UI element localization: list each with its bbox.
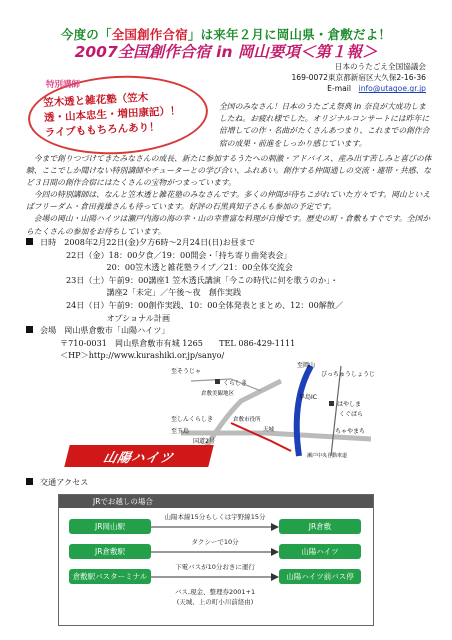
access-heading-text: 交通アクセス: [40, 477, 89, 487]
schedule-row: 講座2「未定」／午後～夜 創作実践: [66, 287, 242, 298]
station-bus-terminal: 倉敷駅バスターミナル: [69, 569, 151, 584]
map-label: 至岡山: [297, 362, 316, 369]
schedule-rows: [26, 249, 343, 325]
bus-note-route: (天城、上の町小川前経由): [176, 598, 254, 606]
access-diagram: [58, 494, 374, 626]
schedule-heading-text: 日時 2008年2月22日(金)夕方6時～2月24日(日)お昼まで: [40, 237, 255, 247]
bus-note: 下電バスが10分おきに運行: [175, 563, 255, 571]
venue-url-link[interactable]: ＜HP＞http://www.kurashiki.or.jp/sanyo/: [60, 350, 225, 361]
schedule-row: 22日（金）18：00夕食／19：00開会・「持ち寄り曲発表会」: [66, 249, 292, 260]
map-label: びっちゅうしょうじ: [321, 371, 376, 378]
map-label: はやしま: [337, 401, 362, 408]
station-jr-kurashiki: JR倉敷: [279, 519, 361, 534]
station-jr-okayama: JR岡山駅: [69, 519, 151, 534]
callout-line-1: 笠木透と雑花塾（笠木: [42, 91, 149, 110]
map-label: くぐばら: [339, 411, 364, 418]
taxi-note: タクシーで10分: [191, 538, 239, 546]
org-email-line: [291, 83, 426, 94]
arrow-right-icon: [151, 522, 279, 532]
greeting-paragraph: 全国のみなさん！日本のうたごえ祭典 in 奈良が大成功しましたね。お疲れ様でした。オリジナルコンサートには昨年に倍増しての作・名曲がたくさんあつまり、これまでの創作合宿の成果・前進をしっかり感じています。: [219, 102, 430, 148]
map-label: 早島IC: [299, 394, 317, 401]
stop-sanyo-heights-bus: 山陽ハイツ前バス停: [279, 569, 361, 584]
callout-line-2: 透・山本忠生・増田康記）！: [43, 105, 181, 125]
headline-post: 」は来年２月に岡山県・倉敷だよ！: [187, 27, 392, 42]
headline-pre: 今度の「: [60, 27, 112, 42]
arrow-right-icon: [151, 572, 279, 582]
schedule-heading: [26, 236, 343, 249]
map-label: 天城: [263, 427, 275, 433]
callout-label: 特別講師: [46, 80, 81, 90]
venue-section: [26, 324, 295, 362]
body-paragraph-3: 会場の岡山・山陽ハイツは瀬戸内海の海の幸・山の幸豊富な料理が自慢です。歴史の町・倉敷もすぐです。全国からたくさんの参加をお待ちしています。: [26, 214, 431, 236]
intro-body: [26, 153, 436, 238]
callout-text: [43, 88, 205, 141]
body-paragraph-1: 今まで創りつづけてきたみなさんの成長、新たに参加するうたへの刺激・アドバイス、産み出す苦しみと喜びの体験、ここでしか聞けない特別講師やチューターとの学び合い、ふれあい。創作する仲間通しの交流・連帯・共感、など３日間の創作合宿にはたくさんの宝物がつまっています。: [26, 154, 432, 188]
map-label: 瀬戸中央自動車道: [307, 453, 348, 459]
route-note: 山陽本線15分もしくは宇野線15分: [164, 513, 266, 521]
map-label: ちゃやまち: [335, 428, 366, 435]
map-label: 倉敷美観地区: [201, 391, 235, 397]
sanyo-heights-logo: 山陽ハイツ: [64, 445, 213, 467]
organizer-info: [291, 61, 426, 95]
venue-address: 〒710-0031 岡山県倉敷市有城 1265 TEL 086-429-1111: [60, 337, 296, 348]
map-label: 至しんくらしき: [171, 416, 214, 423]
bus-note-detail: バス,現金、整理券2001+1: [174, 588, 256, 596]
bullet-square-icon: [26, 326, 33, 333]
org-email-link[interactable]: info@utagoe.gr.jp: [358, 84, 426, 94]
map-label: 至玉島: [171, 428, 190, 435]
body-paragraph-2: 今回の特別講師は、なんと笠木透と雑花塾のみなさんです。多くの仲間が待ちこがれていた方々です。岡山といえばフリーダム・倉田義雄さんも待っています。好評の石黒真知子さんも参加の予定です。: [26, 190, 431, 212]
map-label: 倉敷市役所: [233, 417, 261, 423]
destination-sanyo-heights: 山陽ハイツ: [279, 544, 361, 559]
org-email-label: E-mail: [327, 84, 351, 94]
schedule-row: 24日（日）午前9：00創作実践、10：00全体発表とまとめ、12：00解散／: [66, 299, 344, 310]
headline-emphasis: 全国創作合宿: [111, 27, 188, 42]
access-box-title: JRでお越しの場合: [59, 495, 373, 508]
venue-heading: [26, 324, 295, 337]
schedule-row: 20：00笠木透と雑花塾ライブ／21：00全体交流会: [66, 262, 293, 273]
arrow-right-icon: [151, 547, 279, 557]
schedule-section: [26, 236, 343, 324]
map-label: くらしき: [223, 380, 248, 387]
bullet-square-icon: [26, 478, 33, 485]
page-title: 2007全国創作合宿 in 岡山要項＜第１報＞: [74, 43, 378, 61]
station-jr-kurashiki-eki: JR倉敷駅: [69, 544, 151, 559]
bullet-square-icon: [26, 238, 33, 245]
map-label: 至そうじゃ: [171, 368, 202, 375]
callout-line-3: ライブももちろんあり！: [44, 121, 160, 140]
org-name: 日本のうたごえ全国協議会: [334, 62, 426, 71]
schedule-row: 23日（土）午前9：00講座1 笠木透氏講演「今この時代に何を歌うのか」・: [66, 274, 339, 285]
map-label: 国道2号: [193, 438, 215, 445]
schedule-row: オプショナル計画: [66, 312, 171, 323]
org-address: 169-0072東京都新宿区大久保2-16-36: [291, 73, 426, 83]
venue-heading-text: 会場 岡山県倉敷市「山陽ハイツ」: [40, 325, 170, 335]
access-heading: [26, 476, 88, 489]
